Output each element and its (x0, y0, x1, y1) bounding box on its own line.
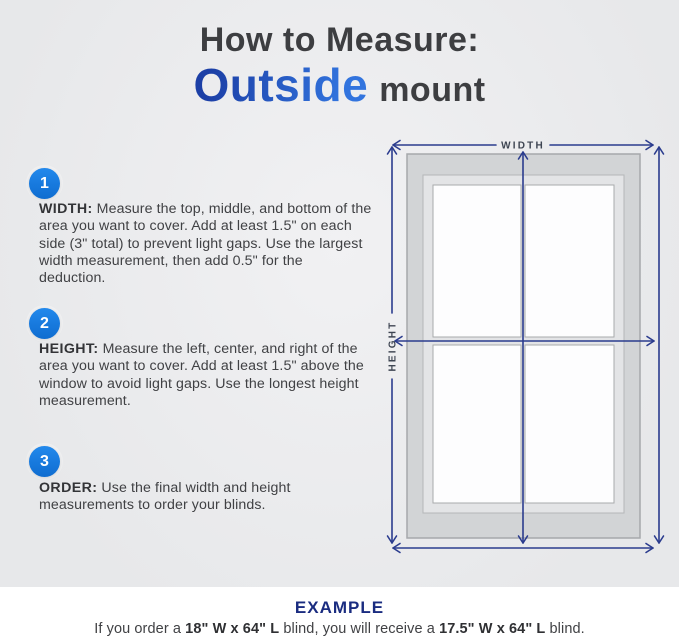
example-section (0, 587, 679, 644)
step-2-label: HEIGHT: (39, 341, 99, 357)
step-1-badge: 1 (29, 168, 60, 199)
height-label: HEIGHT (387, 320, 399, 372)
window-measurement-diagram (370, 125, 679, 595)
example-seg-0: If you order a (94, 621, 186, 637)
width-label: WIDTH (501, 140, 545, 152)
step-3-badge: 3 (29, 446, 60, 477)
step-1-label: WIDTH: (39, 201, 93, 217)
subtitle-mount: mount (379, 71, 486, 109)
subtitle-accent-outside: Outside (193, 59, 369, 111)
step-1-body: Measure the top, middle, and bottom of the area you want to cover. Add at least 1.5" on each side (3" total) to prevent light gaps. Use the largest width measurement, then add 0.5" for the deduction. (39, 201, 372, 287)
step-2-body: Measure the left, center, and right of the area you want to cover. Add at least 1.5" above the window to avoid light gaps. Use the longest height measurement. (39, 341, 364, 409)
title-block (0, 20, 679, 110)
step-1-text (39, 201, 373, 287)
pane-bottom-left (433, 345, 521, 503)
step-3-label: ORDER: (39, 480, 98, 496)
step-2-badge: 2 (29, 308, 60, 339)
example-ordered-size: 18" W x 64" L (185, 621, 280, 637)
example-seg-2: blind, you will receive a (279, 621, 440, 637)
bottom-measure-arrow (393, 544, 653, 553)
example-received-size: 17.5" W x 64" L (439, 621, 546, 637)
page-title: How to Measure: (199, 21, 480, 59)
page-subtitle (0, 61, 679, 110)
step-3-body: Use the final width and height measurements to order your blinds. (39, 480, 291, 514)
pane-top-right (525, 185, 614, 337)
step-2-text (39, 341, 373, 410)
step-3-text (39, 480, 373, 515)
pane-bottom-right (525, 345, 614, 503)
example-seg-4: blind. (545, 621, 585, 637)
right-measure-arrow (655, 147, 664, 543)
example-heading: EXAMPLE (294, 598, 385, 617)
pane-top-left (433, 185, 521, 337)
example-text (0, 621, 679, 637)
